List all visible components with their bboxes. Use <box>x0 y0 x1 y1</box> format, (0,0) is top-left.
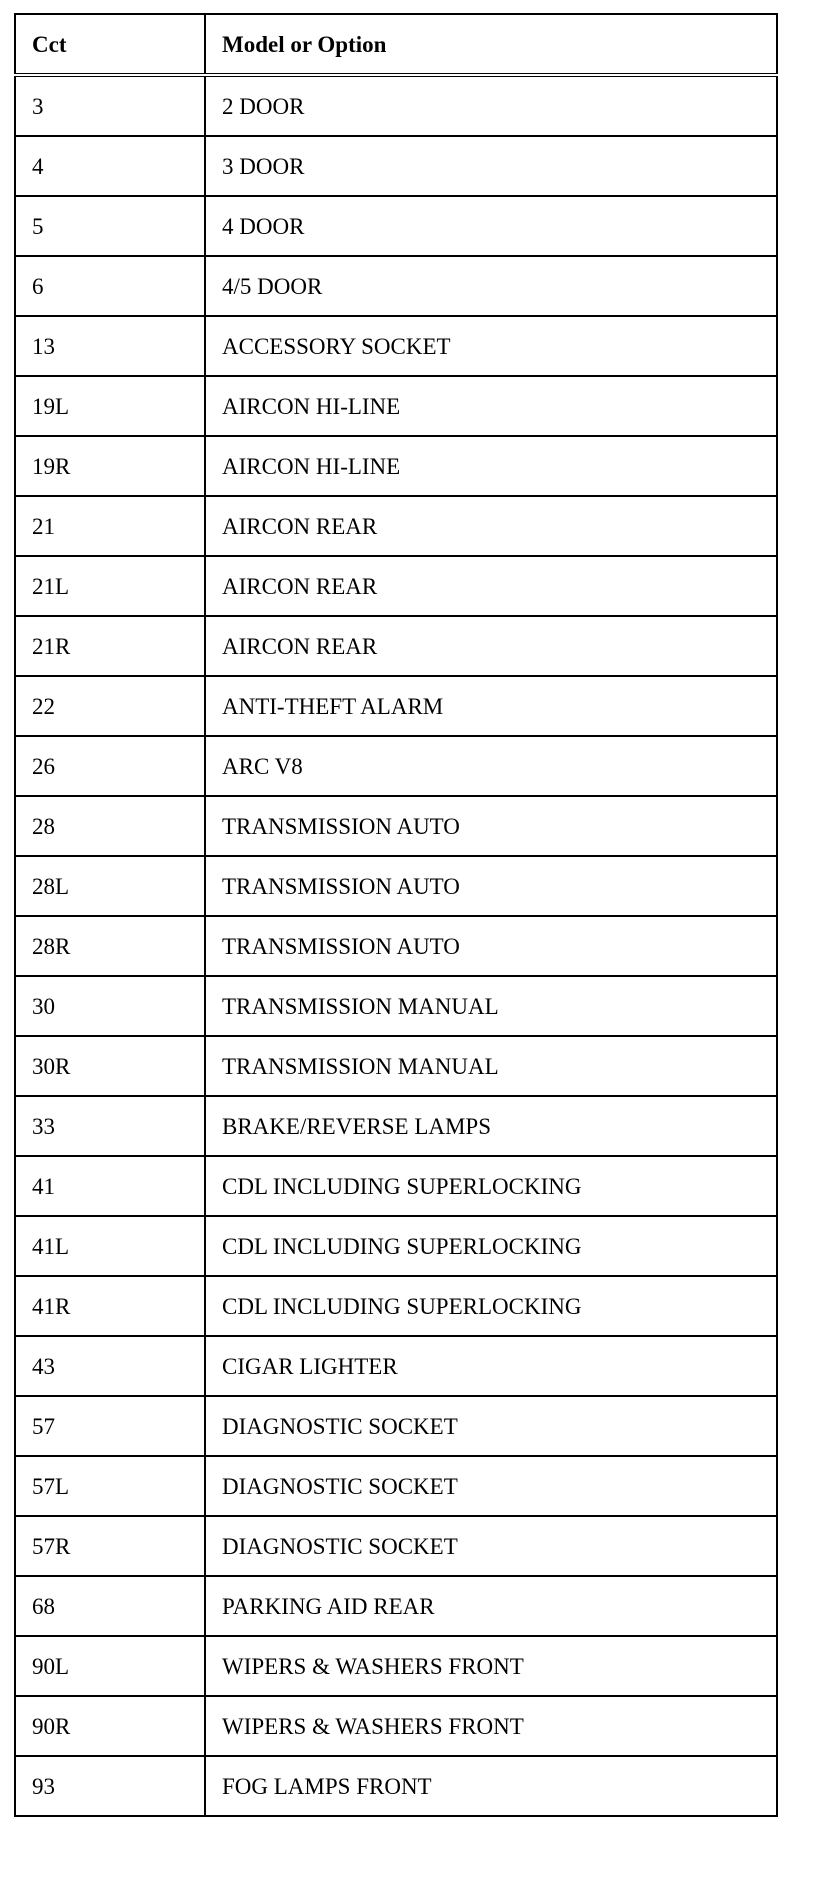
cell-cct: 6 <box>15 256 205 316</box>
cell-model-or-option: WIPERS & WASHERS FRONT <box>205 1696 777 1756</box>
cell-model-or-option: PARKING AID REAR <box>205 1576 777 1636</box>
cell-model-or-option: DIAGNOSTIC SOCKET <box>205 1516 777 1576</box>
cell-model-or-option: TRANSMISSION MANUAL <box>205 976 777 1036</box>
table-row <box>15 856 777 916</box>
cell-cct: 30R <box>15 1036 205 1096</box>
table-row <box>15 796 777 856</box>
cell-model-or-option: TRANSMISSION AUTO <box>205 796 777 856</box>
cell-cct: 30 <box>15 976 205 1036</box>
cell-model-or-option: CIGAR LIGHTER <box>205 1336 777 1396</box>
circuit-table <box>14 13 778 1817</box>
cell-model-or-option: 3 DOOR <box>205 136 777 196</box>
table-header-row <box>15 14 777 75</box>
cell-cct: 21R <box>15 616 205 676</box>
cell-model-or-option: AIRCON HI-LINE <box>205 376 777 436</box>
cell-model-or-option: ARC V8 <box>205 736 777 796</box>
cell-cct: 28R <box>15 916 205 976</box>
table-row <box>15 1276 777 1336</box>
cell-cct: 57R <box>15 1516 205 1576</box>
cell-model-or-option: AIRCON REAR <box>205 556 777 616</box>
table-row <box>15 976 777 1036</box>
cell-model-or-option: TRANSMISSION AUTO <box>205 856 777 916</box>
table-body <box>15 75 777 1816</box>
cell-model-or-option: ANTI-THEFT ALARM <box>205 676 777 736</box>
cell-cct: 19R <box>15 436 205 496</box>
cell-cct: 43 <box>15 1336 205 1396</box>
cell-model-or-option: CDL INCLUDING SUPERLOCKING <box>205 1216 777 1276</box>
table-row <box>15 736 777 796</box>
table-row <box>15 196 777 256</box>
cell-cct: 41R <box>15 1276 205 1336</box>
cell-cct: 5 <box>15 196 205 256</box>
table-row <box>15 1036 777 1096</box>
table-row <box>15 676 777 736</box>
cell-cct: 13 <box>15 316 205 376</box>
cell-cct: 4 <box>15 136 205 196</box>
table-row <box>15 1156 777 1216</box>
cell-model-or-option: TRANSMISSION AUTO <box>205 916 777 976</box>
cell-cct: 28 <box>15 796 205 856</box>
table-row <box>15 1096 777 1156</box>
table-row <box>15 496 777 556</box>
cell-model-or-option: 4 DOOR <box>205 196 777 256</box>
table-row <box>15 316 777 376</box>
cell-model-or-option: 4/5 DOOR <box>205 256 777 316</box>
cell-model-or-option: AIRCON REAR <box>205 616 777 676</box>
cell-cct: 57 <box>15 1396 205 1456</box>
table-row <box>15 376 777 436</box>
cell-model-or-option: 2 DOOR <box>205 75 777 136</box>
cell-cct: 41 <box>15 1156 205 1216</box>
table-row <box>15 256 777 316</box>
cell-model-or-option: BRAKE/REVERSE LAMPS <box>205 1096 777 1156</box>
cell-cct: 68 <box>15 1576 205 1636</box>
cell-model-or-option: DIAGNOSTIC SOCKET <box>205 1456 777 1516</box>
table-row <box>15 75 777 136</box>
cell-cct: 33 <box>15 1096 205 1156</box>
cell-cct: 57L <box>15 1456 205 1516</box>
cell-cct: 28L <box>15 856 205 916</box>
cell-model-or-option: CDL INCLUDING SUPERLOCKING <box>205 1156 777 1216</box>
column-header-cct: Cct <box>15 14 205 75</box>
cell-model-or-option: FOG LAMPS FRONT <box>205 1756 777 1816</box>
cell-cct: 21 <box>15 496 205 556</box>
table-row <box>15 916 777 976</box>
cell-cct: 22 <box>15 676 205 736</box>
table-row <box>15 1576 777 1636</box>
table-row <box>15 616 777 676</box>
cell-cct: 19L <box>15 376 205 436</box>
table-row <box>15 1396 777 1456</box>
cell-cct: 26 <box>15 736 205 796</box>
cell-model-or-option: CDL INCLUDING SUPERLOCKING <box>205 1276 777 1336</box>
cell-cct: 93 <box>15 1756 205 1816</box>
circuit-table-container <box>14 13 776 1817</box>
cell-cct: 41L <box>15 1216 205 1276</box>
cell-model-or-option: AIRCON HI-LINE <box>205 436 777 496</box>
cell-cct: 21L <box>15 556 205 616</box>
cell-model-or-option: WIPERS & WASHERS FRONT <box>205 1636 777 1696</box>
table-row <box>15 1636 777 1696</box>
table-row <box>15 556 777 616</box>
table-row <box>15 1516 777 1576</box>
table-row <box>15 1336 777 1396</box>
cell-cct: 90L <box>15 1636 205 1696</box>
cell-model-or-option: ACCESSORY SOCKET <box>205 316 777 376</box>
table-row <box>15 1216 777 1276</box>
table-row <box>15 136 777 196</box>
cell-model-or-option: AIRCON REAR <box>205 496 777 556</box>
cell-model-or-option: TRANSMISSION MANUAL <box>205 1036 777 1096</box>
cell-model-or-option: DIAGNOSTIC SOCKET <box>205 1396 777 1456</box>
cell-cct: 3 <box>15 75 205 136</box>
table-row <box>15 1756 777 1816</box>
table-row <box>15 1696 777 1756</box>
table-row <box>15 1456 777 1516</box>
cell-cct: 90R <box>15 1696 205 1756</box>
column-header-model-or-option: Model or Option <box>205 14 777 75</box>
table-row <box>15 436 777 496</box>
